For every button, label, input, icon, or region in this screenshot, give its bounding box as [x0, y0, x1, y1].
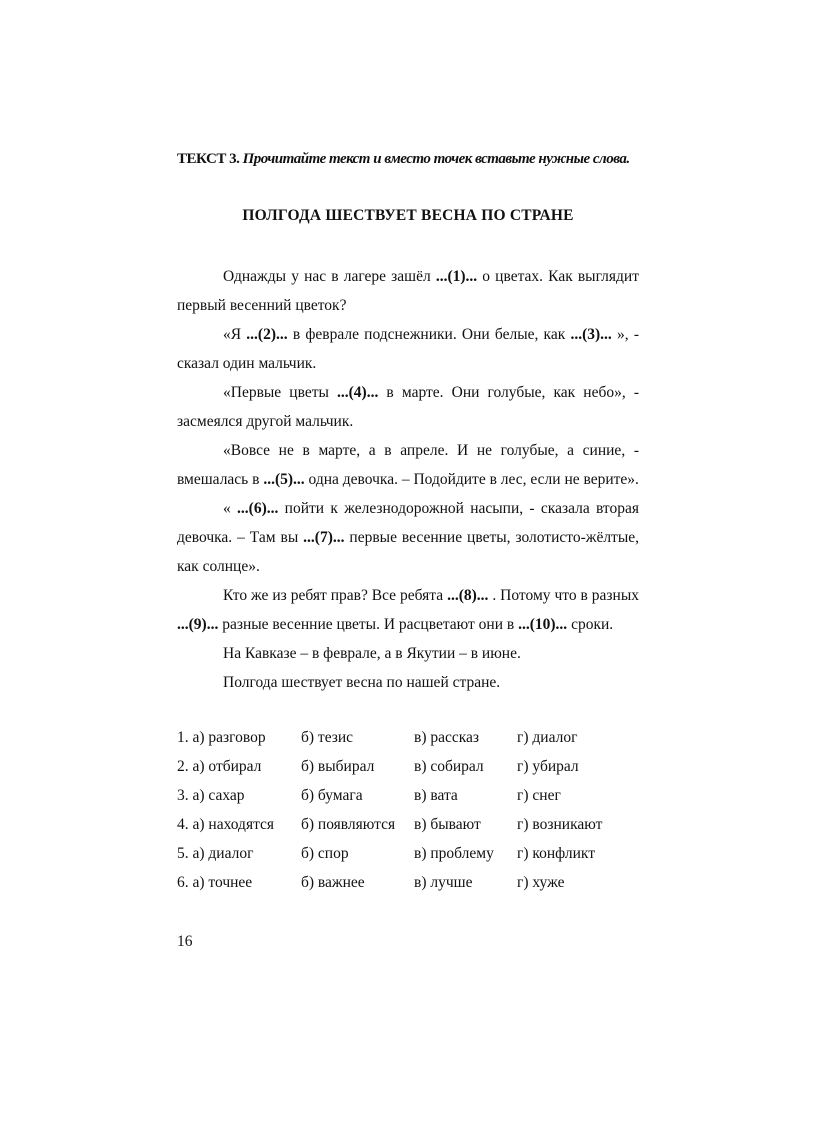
- paragraph-2: «Я ...(2)... в феврале подснежники. Они белые, как ...(3)... », - сказал один мальчик.: [177, 326, 640, 372]
- option-a: 6. а) точнее: [177, 874, 253, 891]
- gap-5: ...(5)...: [263, 471, 305, 488]
- option-a: 4. а) находятся: [177, 816, 275, 833]
- paragraph-6: Кто же из ребят прав? Все ребята ...(8)... . Потому что в разных ...(9)... разные весенние цветы. И расцветают они в ...(10)... сроки.: [177, 587, 640, 633]
- gap-1: ...(1)...: [435, 268, 478, 285]
- paragraph-1: Однажды у нас в лагере зашёл ...(1)... о цветах. Как выглядит первый весенний цветок?: [177, 268, 639, 314]
- option-row-6: [177, 868, 627, 897]
- gap-4: ...(4)...: [337, 384, 379, 401]
- paragraph-4: «Вовсе не в марте, а в апреле. И не голубые, а синие, - вмешалась в ...(5)... одна девочка. – Подойдите в лес, если не верите».: [177, 442, 639, 488]
- option-row-3: [177, 781, 627, 810]
- option-b: б) спор: [301, 845, 349, 862]
- page-number: 16: [177, 933, 193, 950]
- option-row-2: [177, 752, 627, 781]
- gap-10: ...(10)...: [518, 616, 568, 633]
- text-body: [177, 262, 639, 697]
- exercise-heading: [177, 151, 630, 168]
- option-a: 5. а) диалог: [177, 845, 254, 862]
- option-c: в) проблему: [414, 845, 494, 862]
- option-d: г) возникают: [517, 816, 603, 833]
- exercise-label: ТЕКСТ 3.: [177, 151, 240, 167]
- option-c: в) бывают: [414, 816, 481, 833]
- option-c: в) собирал: [414, 758, 484, 775]
- option-b: б) важнее: [301, 874, 365, 891]
- option-d: г) конфликт: [517, 845, 595, 862]
- option-b: б) тезис: [301, 729, 354, 746]
- option-c: в) рассказ: [414, 729, 480, 746]
- option-b: б) появляются: [301, 816, 396, 833]
- option-a: 1. а) разговор: [177, 729, 266, 746]
- option-d: г) хуже: [517, 874, 565, 891]
- option-d: г) диалог: [517, 729, 578, 746]
- answer-options: [177, 723, 627, 897]
- option-c: в) вата: [414, 787, 458, 804]
- option-a: 3. а) сахар: [177, 787, 245, 804]
- paragraph-3: «Первые цветы ...(4)... в марте. Они голубые, как небо», - засмеялся другой мальчик.: [177, 384, 639, 430]
- gap-2: ...(2)...: [246, 326, 288, 343]
- option-c: в) лучше: [414, 874, 473, 891]
- paragraph-7: На Кавказе – в феврале, а в Якутии – в июне.: [223, 645, 521, 662]
- gap-7: ...(7)...: [303, 529, 345, 546]
- option-row-1: [177, 723, 627, 752]
- option-d: г) убирал: [517, 758, 579, 775]
- option-d: г) снег: [517, 787, 561, 804]
- exercise-instruction: Прочитайте текст и вместо точек вставьте нужные слова.: [242, 151, 630, 167]
- gap-6: ...(6)...: [237, 500, 279, 517]
- option-a: 2. а) отбирал: [177, 758, 262, 775]
- option-b: б) выбирал: [301, 758, 375, 775]
- paragraph-8: Полгода шествует весна по нашей стране.: [223, 674, 501, 691]
- option-row-5: [177, 839, 627, 868]
- gap-8: ...(8)...: [447, 587, 489, 604]
- option-b: б) бумага: [301, 787, 363, 804]
- gap-3: ...(3)...: [570, 326, 612, 343]
- gap-9: ...(9)...: [177, 616, 219, 633]
- text-title: ПОЛГОДА ШЕСТВУЕТ ВЕСНА ПО СТРАНЕ: [242, 207, 574, 224]
- option-row-4: [177, 810, 627, 839]
- paragraph-5: « ...(6)... пойти к железнодорожной насыпи, - сказала вторая девочка. – Там вы ...(7)... первые весенние цветы, золотисто-жёлтые, как солнце».: [177, 500, 640, 575]
